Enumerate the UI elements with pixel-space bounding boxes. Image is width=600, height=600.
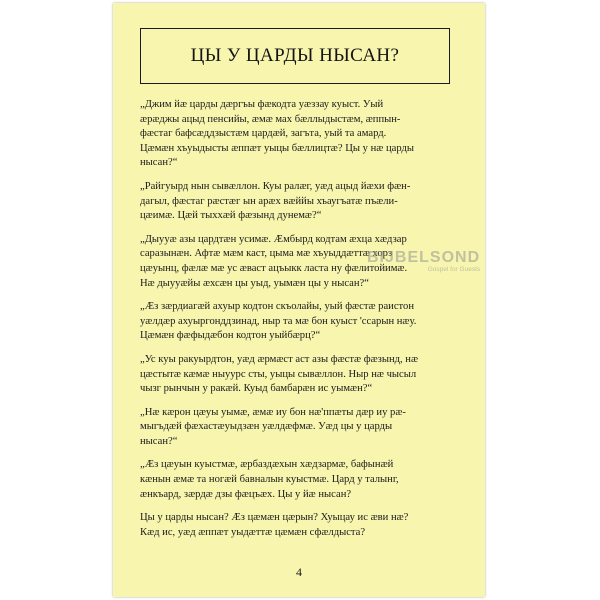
watermark-sub-text: Gospel for Guests	[427, 266, 481, 273]
paragraph-7	[140, 458, 458, 502]
text-line: Кæд ис, уæд æппæт уыдæттæ цæмæн сфæлдыста?	[140, 526, 366, 538]
text-line: „Дыууæ азы цардтæн усимæ. Æмбырд кодтам æхца хæдзар	[140, 233, 407, 245]
text-line: Нæ дыууæйы æхсæн цы уыд, уымæн цы у нысан?“	[140, 277, 369, 289]
text-line: „Æз цæуын куыстмæ, æрбаздæхын хæдзармæ, бафынæй	[140, 459, 394, 471]
page-title: ЦЫ У ЦАРДЫ НЫСАН?	[190, 45, 400, 66]
paragraph-8	[140, 511, 458, 540]
text-line: мыгъдæй фæхастæуыдзæн уæлдæфмæ. Уæд цы у царды	[140, 421, 393, 433]
text-line: Цæмæн фæфыдæбон кодтон уыйбæрц?“	[140, 330, 321, 342]
paragraph-5	[140, 353, 458, 397]
text-line: æнкъард, зæрдæ дзы фæцъæх. Цы у йæ нысан?	[140, 488, 352, 500]
text-line: „Æз зæрдиагæй ахуыр кодтон скъолайы, уый фæстæ раистон	[140, 301, 414, 313]
watermark-logo	[367, 250, 480, 274]
text-line: саразынæн. Афтæ мæм каст, цыма мæ хъуыддæттæ хорз	[140, 248, 393, 260]
paragraph-4	[140, 300, 458, 344]
text-line: „Райгуырд нын сывæллон. Куы ралæг, уæд ацыд йæхи фæн-	[140, 180, 411, 192]
text-line: кæнын æмæ та ногæй бавналын куыстмæ. Цард у талынг,	[140, 474, 399, 486]
booklet-page	[113, 3, 485, 597]
text-line: цæимæ. Цæй тыххæй фæзынд дунемæ?“	[140, 210, 322, 222]
text-line: „Джим йæ царды дæргъы фæкодта уæззау куыст. Уый	[140, 99, 384, 110]
paragraph-6	[140, 406, 458, 450]
paragraph-2	[140, 180, 458, 224]
text-line: нысан?“	[140, 435, 178, 447]
text-line: „Нæ кæрон цæуы уымæ, æмæ иу бон нæ'ппæты дæр иу рæ-	[140, 406, 406, 418]
text-line: цæстытæ кæмæ ныуурс сты, уыцы сывæллон. Ныр нæ чысыл	[140, 368, 417, 380]
text-line: уæлдæр ахуыргонддзинад, ныр та мæ бон куыст 'ссарын нæу.	[140, 315, 417, 327]
watermark-main-text: BIJBELSOND	[367, 249, 481, 266]
text-line: Цæмæн хъуыдысты æппæт уыцы бæллицтæ? Цы у нæ царды	[140, 142, 414, 154]
text-line: чызг рынчын у ракæй. Куыд бамбарæн ис уымæн?“	[140, 383, 373, 395]
title-frame	[140, 28, 450, 84]
text-line: „Ус куы ракуырдтон, уæд æрмæст аст азы фæстæ фæзынд, нæ	[140, 353, 419, 365]
text-line: Цы у царды нысан? Æз цæмæн цæрын? Хуыцау ис æви нæ?	[140, 512, 409, 524]
text-line: нысан?“	[140, 157, 178, 169]
text-line: цæуынц, фæлæ мæ ус æваст ацъыкк ласта ну фæлитойимæ.	[140, 262, 408, 274]
text-line: дагыл, фæстаг рæстæг ын арæх вæййы хъаугъатæ пъæли-	[140, 195, 398, 207]
text-line: æрæджы ацыд пенсийы, æмæ мах бæллыдыстæм, æппын-	[140, 113, 401, 125]
text-line: фæстаг бафсæддзыстæм цардæй, загъта, уый та амард.	[140, 128, 387, 140]
page-number: 4	[296, 565, 302, 579]
body-text	[140, 98, 458, 549]
paragraph-1	[140, 98, 458, 171]
